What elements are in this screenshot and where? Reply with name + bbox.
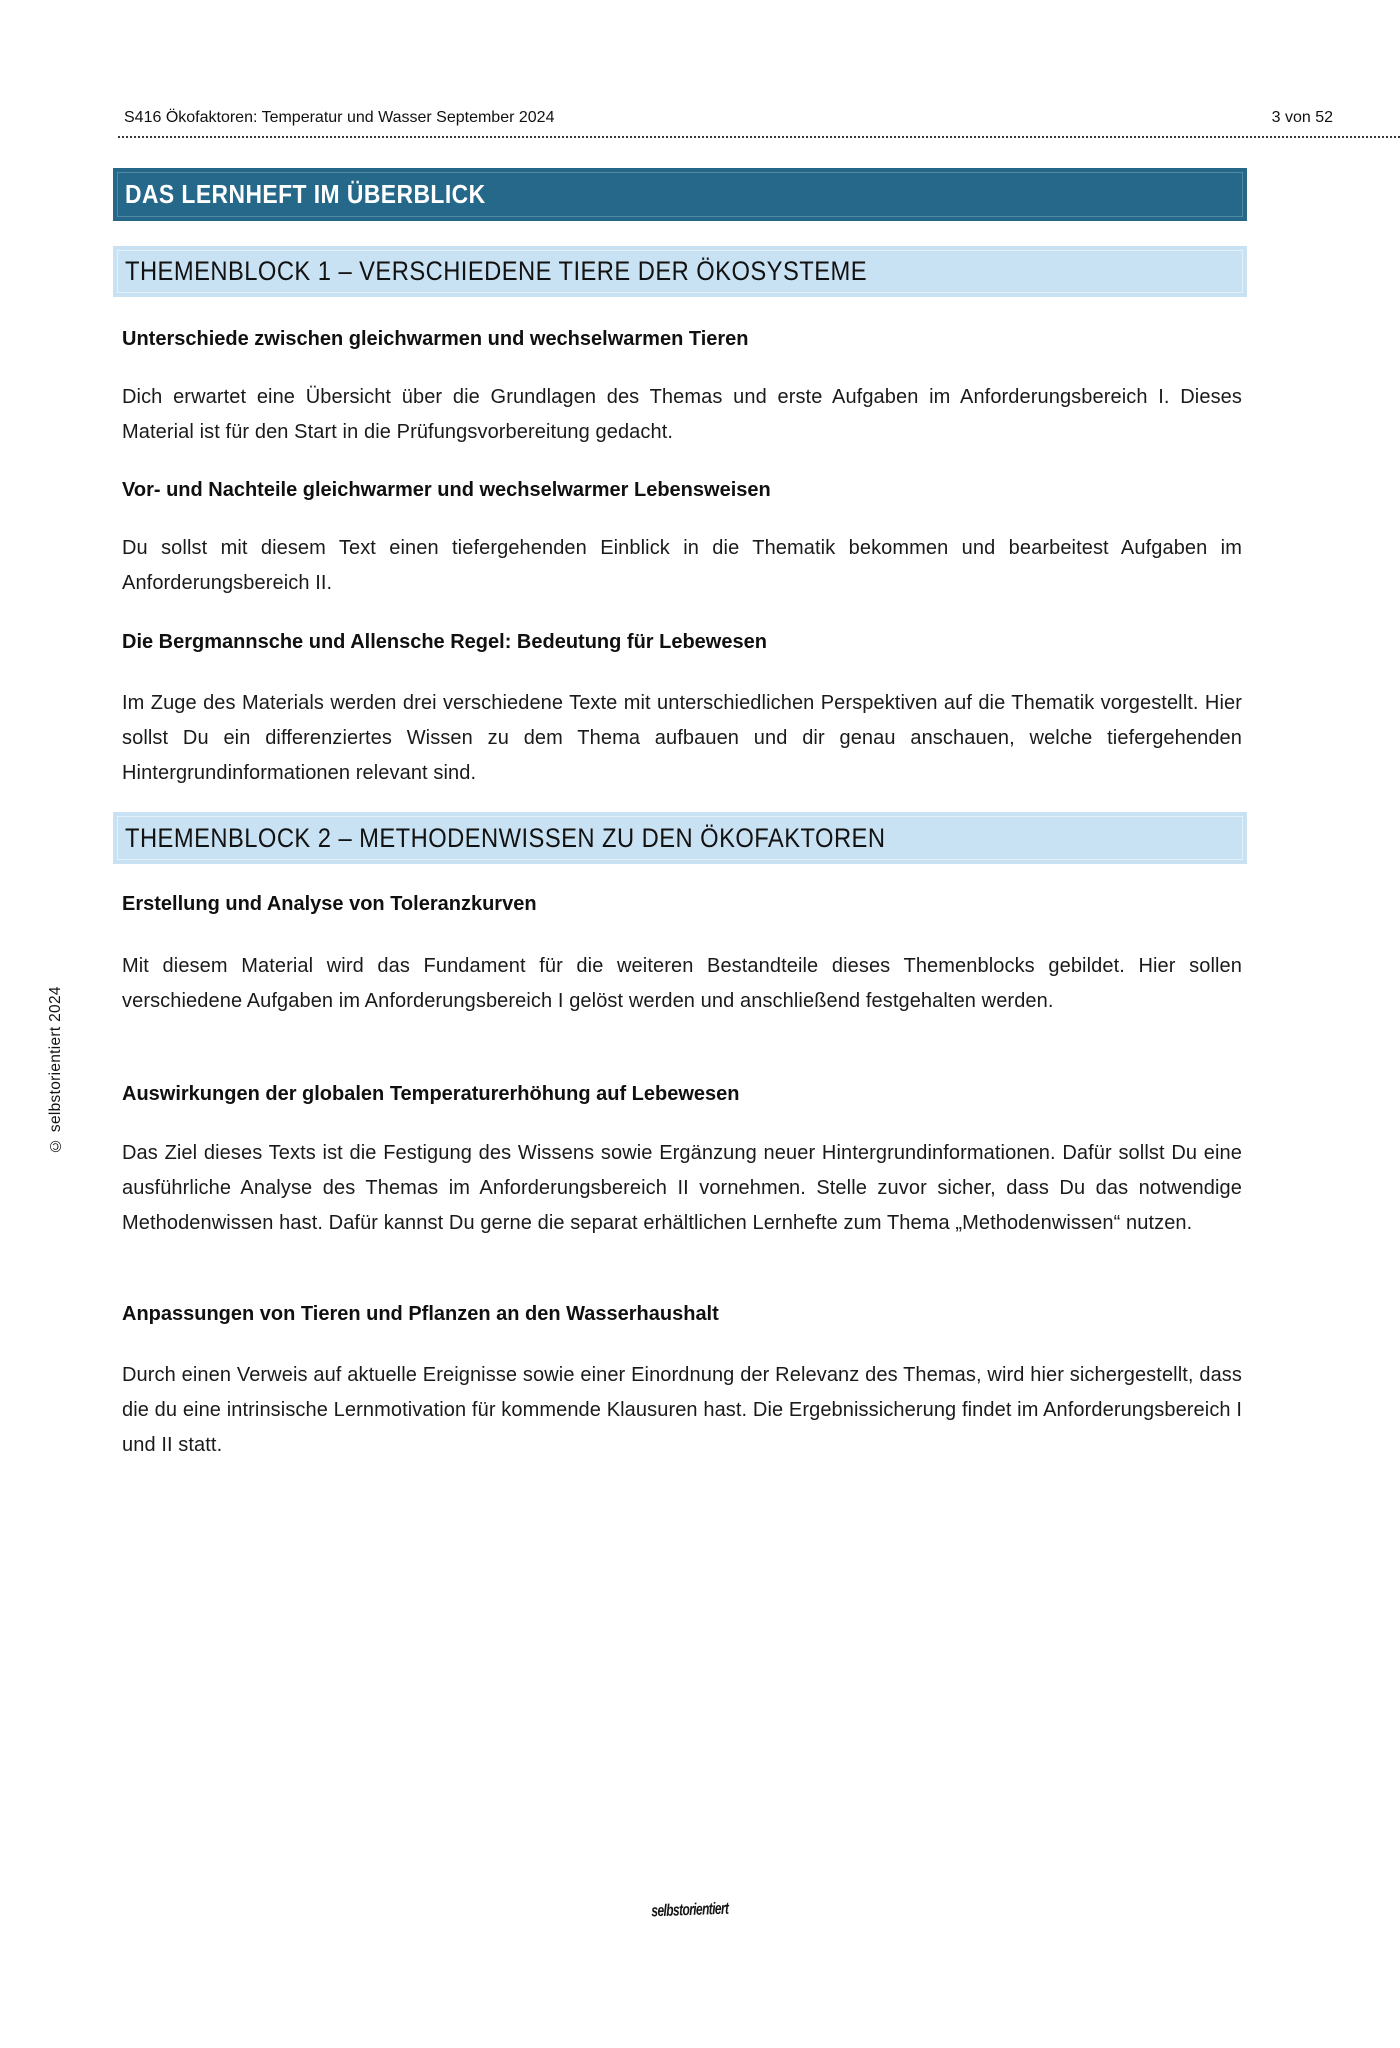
brand-logo: selbstorientiert: [651, 1898, 729, 1921]
themenblock-2-title: THEMENBLOCK 2 – METHODENWISSEN ZU DEN ÖKOFAKTOREN: [125, 822, 886, 853]
topic-heading: Erstellung und Analyse von Toleranzkurven: [122, 893, 537, 915]
topic-paragraph: Dich erwartet eine Übersicht über die Grundlagen des Themas und erste Aufgaben im Anforderungsbereich I. Dieses Material ist für den Start in die Prüfungsvorbereitung gedacht.: [122, 386, 1242, 443]
topic-heading: Die Bergmannsche und Allensche Regel: Bedeutung für Lebewesen: [122, 631, 767, 653]
themenblock-1-banner: [113, 246, 1247, 297]
topic-heading: Unterschiede zwischen gleichwarmen und wechselwarmen Tieren: [122, 328, 749, 350]
overview-banner: [113, 168, 1247, 221]
topic-heading: Vor- und Nachteile gleichwarmer und wechselwarmer Lebensweisen: [122, 479, 771, 501]
topic-paragraph: Das Ziel dieses Texts ist die Festigung des Wissens sowie Ergänzung neuer Hintergrundinformationen. Dafür sollst Du eine ausführliche Analyse des Themas im Anforderungsbereich II vornehmen. Stelle zuvor sicher, dass Du das notwendige Methodenwissen hast. Dafür kannst Du gerne die separat erhältlichen Lernhefte zum Thema „Methodenwissen“ nutzen.: [122, 1142, 1242, 1234]
topic-paragraph: Du sollst mit diesem Text einen tiefergehenden Einblick in die Thematik bekommen und bearbeitest Aufgaben im Anforderungsbereich II.: [122, 537, 1242, 594]
topic-paragraph: Im Zuge des Materials werden drei verschiedene Texte mit unterschiedlichen Perspektiven auf die Thematik vorgestellt. Hier sollst Du ein differenziertes Wissen zu dem Thema aufbauen und dir genau anschauen, welche tiefergehenden Hintergrundinformationen relevant sind.: [122, 692, 1242, 784]
topic-heading: Anpassungen von Tieren und Pflanzen an den Wasserhaushalt: [122, 1303, 719, 1325]
themenblock-1-title: THEMENBLOCK 1 – VERSCHIEDENE TIERE DER ÖKOSYSTEME: [125, 256, 868, 286]
copyright-side-note: © selbstorientiert 2024: [47, 986, 64, 1154]
topic-paragraph: Durch einen Verweis auf aktuelle Ereignisse sowie einer Einordnung der Relevanz des Themas, wird hier sichergestellt, dass die du eine intrinsische Lernmotivation für kommende Klausuren hast. Die Ergebnissicherung findet im Anforderungsbereich I und II statt.: [122, 1364, 1242, 1456]
page-header: [118, 108, 1400, 138]
themenblock-2-banner: [113, 812, 1247, 864]
page-number: 3 von 52: [1271, 109, 1333, 126]
document-title: S416 Ökofaktoren: Temperatur und Wasser September 2024: [124, 109, 555, 126]
topic-heading: Auswirkungen der globalen Temperaturerhöhung auf Lebewesen: [122, 1083, 740, 1105]
overview-banner-title: DAS LERNHEFT IM ÜBERBLICK: [125, 179, 486, 209]
topic-paragraph: Mit diesem Material wird das Fundament für die weiteren Bestandteile dieses Themenblocks gebildet. Hier sollen verschiedene Aufgaben im Anforderungsbereich I gelöst werden und anschließend festgehalten werden.: [122, 955, 1242, 1012]
